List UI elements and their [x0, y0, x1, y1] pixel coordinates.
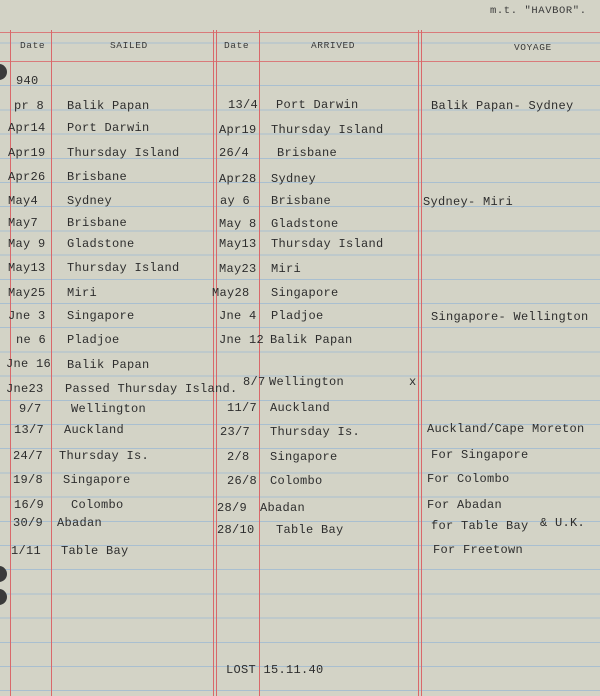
arrived-place: Thursday Island: [271, 237, 384, 251]
arrived-date: 13/4: [228, 98, 259, 112]
arrived-date: May28: [212, 286, 250, 300]
sailed-date: pr 8: [14, 99, 45, 113]
arrived-date: 26/4: [219, 146, 250, 160]
arrived-date: May23: [219, 262, 257, 276]
arrived-place: Thursday Is.: [270, 425, 361, 439]
arrived-place: Auckland: [270, 401, 331, 415]
sailed-place: Passed Thursday Island.: [65, 382, 238, 396]
arrived-date: Jne 12: [219, 333, 265, 347]
arrived-place: Gladstone: [271, 217, 339, 231]
sailed-date: Apr19: [8, 146, 46, 160]
arrived-date: Apr28: [219, 172, 257, 186]
header-date-arrived: Date: [224, 40, 250, 51]
sailed-date: 9/7: [19, 402, 42, 416]
header-date-sailed: Date: [20, 40, 46, 51]
arrived-date: Jne 4: [219, 309, 257, 323]
year-label: 940: [16, 74, 39, 88]
arrived-date: May 8: [219, 217, 257, 231]
sailed-date: Jne 16: [6, 357, 52, 371]
sailed-place: Balik Papan: [67, 99, 150, 113]
voyage-note: Balik Papan- Sydney: [431, 99, 574, 113]
arrived-place: Brisbane: [271, 194, 332, 208]
arrived-place: Singapore: [271, 286, 339, 300]
arrived-date: 26/8: [227, 474, 258, 488]
arrived-place: Wellington: [269, 375, 345, 389]
sailed-place: Abadan: [57, 516, 103, 530]
sailed-place: Table Bay: [61, 544, 129, 558]
sailed-place: Brisbane: [67, 216, 128, 230]
voyage-note: For Abadan: [427, 498, 503, 512]
sailed-date: May25: [8, 286, 46, 300]
binder-hole: [0, 589, 7, 605]
sailed-place: Singapore: [63, 473, 131, 487]
sailed-date: Jne 3: [8, 309, 46, 323]
tick-mark: x: [409, 375, 417, 389]
sailed-date: Apr14: [8, 121, 46, 135]
sailed-place: Wellington: [71, 402, 147, 416]
arrived-place: Sydney: [271, 172, 317, 186]
voyage-note: For Freetown: [433, 543, 524, 557]
arrived-date: Apr19: [219, 123, 257, 137]
sailed-place: Gladstone: [67, 237, 135, 251]
arrived-place: Colombo: [270, 474, 323, 488]
sailed-date: May13: [8, 261, 46, 275]
vessel-name: m.t. "HAVBOR".: [490, 5, 587, 17]
arrived-place: Thursday Island: [271, 123, 384, 137]
sailed-date: Jne23: [6, 382, 44, 396]
header-sailed: SAILED: [110, 40, 148, 51]
sailed-place: Singapore: [67, 309, 135, 323]
arrived-date: 11/7: [227, 401, 258, 415]
header-voyage: VOYAGE: [514, 42, 552, 53]
sailed-place: Pladjoe: [67, 333, 120, 347]
sailed-date: 24/7: [13, 449, 44, 463]
sailed-place: Thursday Island: [67, 146, 180, 160]
sailed-place: Thursday Is.: [59, 449, 150, 463]
column-rule-sailed-double: [216, 30, 217, 696]
column-rule-date2: [259, 30, 260, 696]
arrived-place: Pladjoe: [271, 309, 324, 323]
sailed-date: 13/7: [14, 423, 45, 437]
sailed-date: Apr26: [8, 170, 46, 184]
column-rule-sailed: [213, 30, 214, 696]
arrived-date: 28/10: [217, 523, 255, 537]
sailed-place: Port Darwin: [67, 121, 150, 135]
sailed-place: Sydney: [67, 194, 113, 208]
sailed-place: Auckland: [64, 423, 125, 437]
lost-date: LOST 15.11.40: [226, 663, 324, 677]
sailed-date: 1/11: [11, 544, 42, 558]
sailed-place: Balik Papan: [67, 358, 150, 372]
sailed-place: Thursday Island: [67, 261, 180, 275]
sailed-date: May7: [8, 216, 39, 230]
binder-hole: [0, 566, 7, 582]
arrived-place: Brisbane: [277, 146, 338, 160]
arrived-date: 8/7: [243, 375, 266, 389]
header-bottom-rule: [0, 61, 600, 62]
sailed-date: May 9: [8, 237, 46, 251]
voyage-note: For Singapore: [431, 448, 529, 462]
column-rule-arrived: [418, 30, 419, 696]
header-top-rule: [0, 32, 600, 33]
arrived-date: 23/7: [220, 425, 251, 439]
voyage-note: Singapore- Wellington: [431, 310, 589, 324]
arrived-date: May13: [219, 237, 257, 251]
arrived-place: Port Darwin: [276, 98, 359, 112]
arrived-date: 28/9: [217, 501, 248, 515]
arrived-place: Table Bay: [276, 523, 344, 537]
arrived-place: Abadan: [260, 501, 306, 515]
column-rule-arrived-double: [421, 30, 422, 696]
binder-hole: [0, 64, 7, 80]
voyage-note: Auckland/Cape Moreton: [427, 422, 585, 436]
column-rule-date1: [51, 30, 52, 696]
arrived-place: Balik Papan: [270, 333, 353, 347]
sailed-date: 30/9: [13, 516, 44, 530]
sailed-date: May4: [8, 194, 39, 208]
arrived-date: 2/8: [227, 450, 250, 464]
voyage-note: For Colombo: [427, 472, 510, 486]
arrived-date: ay 6: [220, 194, 251, 208]
sailed-date: ne 6: [16, 333, 47, 347]
destination-note: & U.K.: [540, 516, 586, 530]
voyage-note: for Table Bay: [431, 519, 529, 533]
sailed-place: Miri: [67, 286, 98, 300]
voyage-note: Sydney- Miri: [423, 195, 514, 209]
arrived-place: Miri: [271, 262, 302, 276]
sailed-date: 19/8: [13, 473, 44, 487]
arrived-place: Singapore: [270, 450, 338, 464]
sailed-place: Colombo: [71, 498, 124, 512]
sailed-place: Brisbane: [67, 170, 128, 184]
sailed-date: 16/9: [14, 498, 45, 512]
header-arrived: ARRIVED: [311, 40, 356, 51]
